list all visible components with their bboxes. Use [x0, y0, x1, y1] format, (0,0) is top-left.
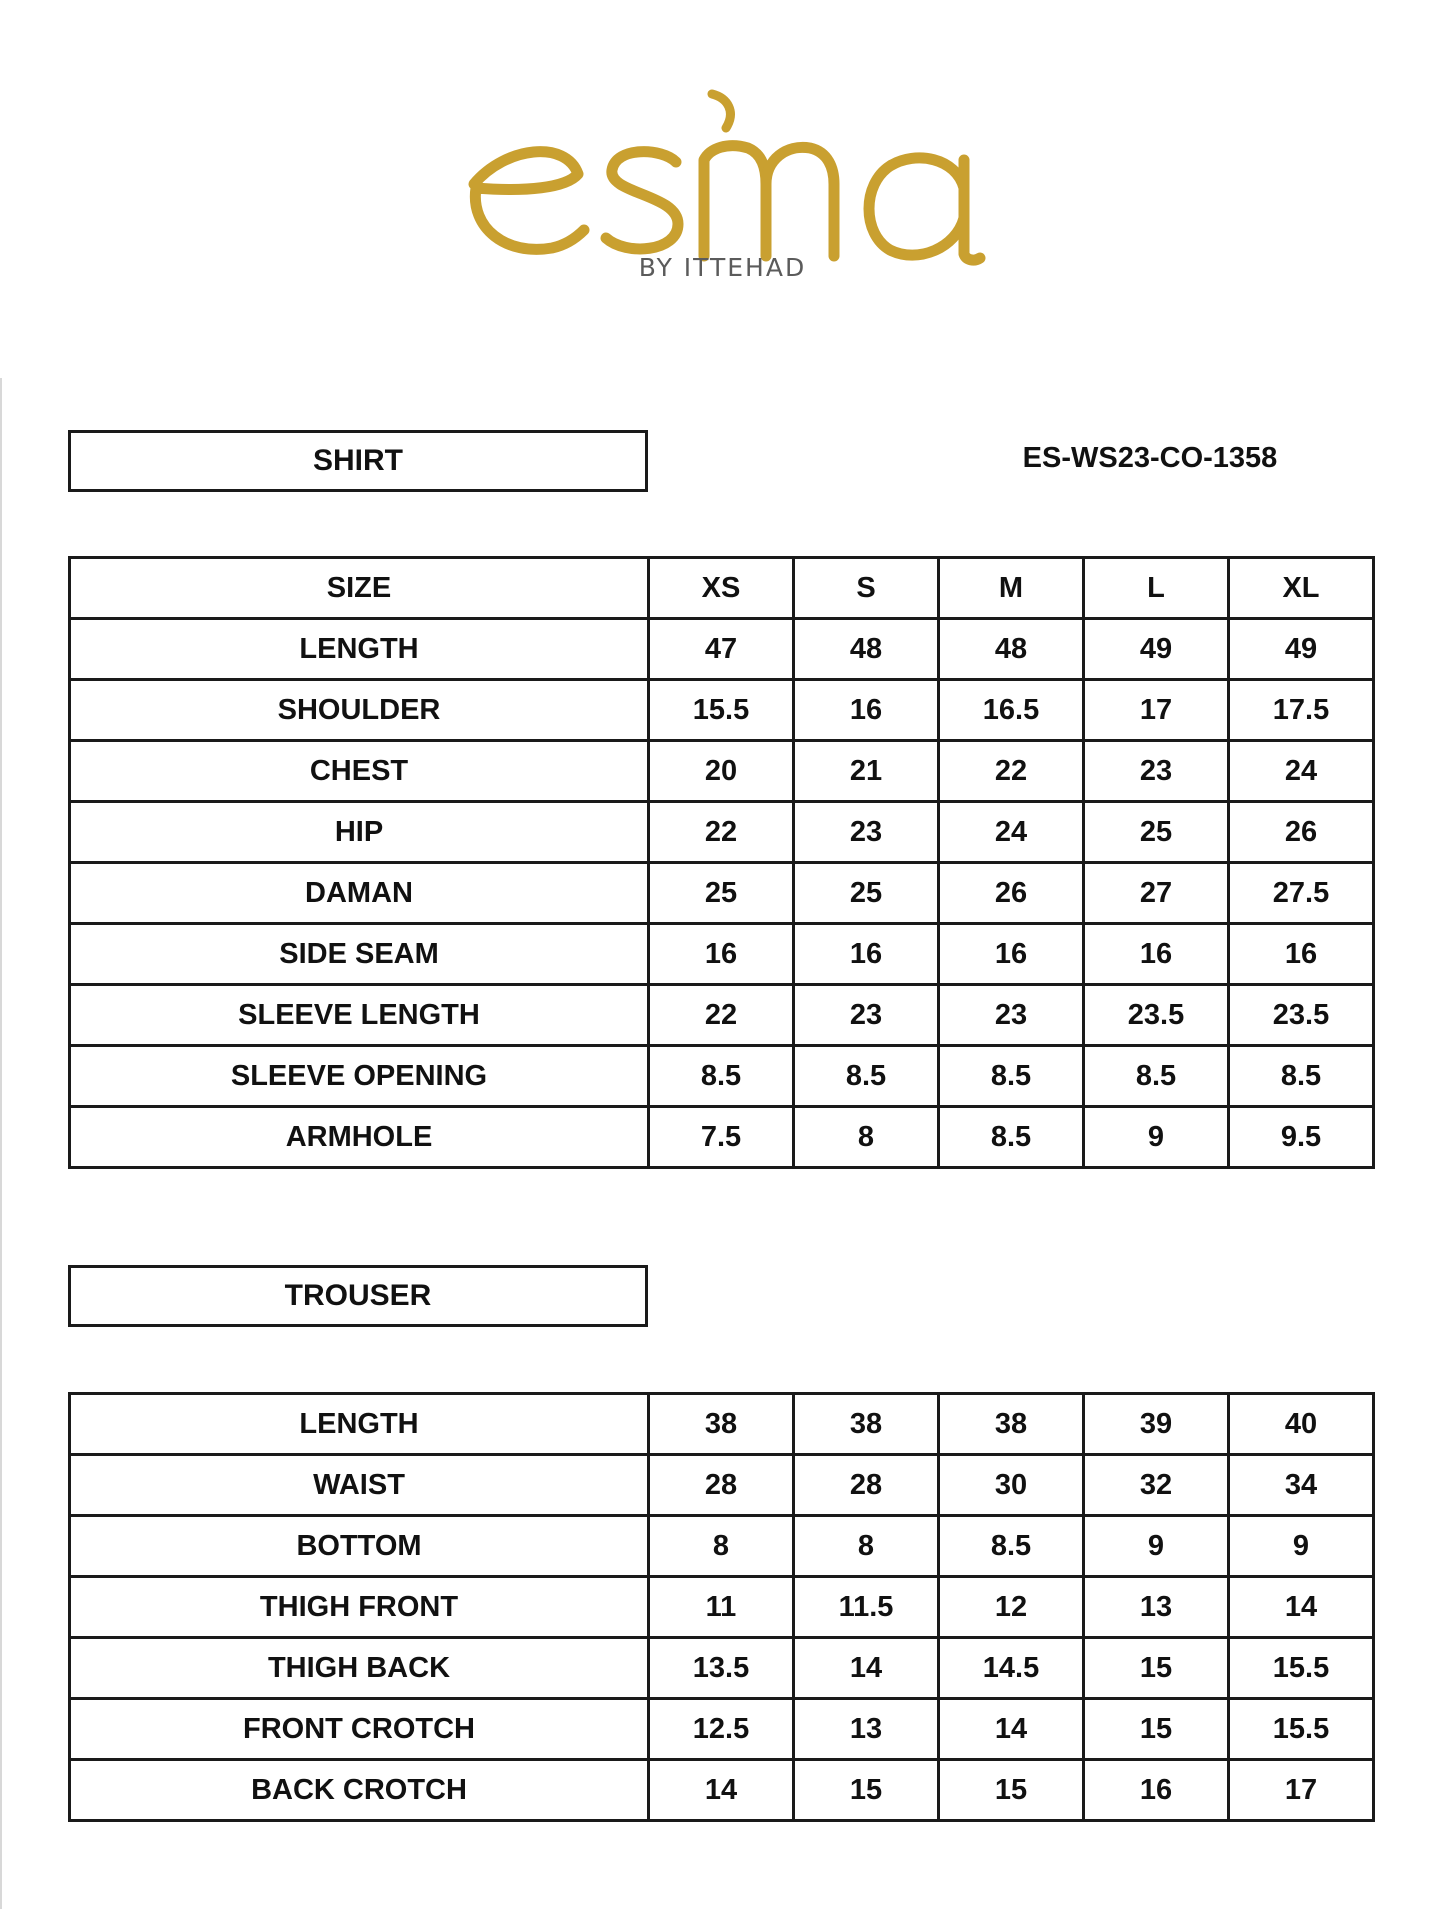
table-cell: 9: [1084, 1107, 1229, 1168]
table-cell: 23: [794, 985, 939, 1046]
table-cell: 48: [794, 619, 939, 680]
table-cell: 13: [1084, 1577, 1229, 1638]
row-label: WAIST: [70, 1455, 649, 1516]
row-label: BOTTOM: [70, 1516, 649, 1577]
table-header-row: [70, 558, 1374, 619]
table-cell: 14: [1229, 1577, 1374, 1638]
table-cell: 23: [939, 985, 1084, 1046]
row-label: DAMAN: [70, 863, 649, 924]
table-row: [70, 1046, 1374, 1107]
table-cell: 16: [1084, 924, 1229, 985]
row-label: ARMHOLE: [70, 1107, 649, 1168]
brand-logo: [0, 70, 1445, 300]
table-cell: 8.5: [1229, 1046, 1374, 1107]
table-cell: 23: [1084, 741, 1229, 802]
table-cell: 17.5: [1229, 680, 1374, 741]
table-cell: 40: [1229, 1394, 1374, 1455]
table-row: [70, 741, 1374, 802]
table-cell: 11: [649, 1577, 794, 1638]
table-cell: 8: [794, 1107, 939, 1168]
row-label: LENGTH: [70, 619, 649, 680]
table-row: [70, 1760, 1374, 1821]
table-row: [70, 1516, 1374, 1577]
table-cell: 28: [649, 1455, 794, 1516]
row-label: THIGH FRONT: [70, 1577, 649, 1638]
brand-subtitle: BY ITTEHAD: [638, 253, 807, 282]
table-cell: 14.5: [939, 1638, 1084, 1699]
table-cell: 38: [794, 1394, 939, 1455]
table-row: [70, 1577, 1374, 1638]
table-cell: 17: [1229, 1760, 1374, 1821]
trouser-section-title: TROUSER: [68, 1265, 648, 1327]
table-cell: 39: [1084, 1394, 1229, 1455]
table-cell: 32: [1084, 1455, 1229, 1516]
table-cell: 8.5: [794, 1046, 939, 1107]
row-label: HIP: [70, 802, 649, 863]
table-cell: 13.5: [649, 1638, 794, 1699]
table-cell: 16: [939, 924, 1084, 985]
row-label: SIDE SEAM: [70, 924, 649, 985]
table-cell: 13: [794, 1699, 939, 1760]
table-cell: 8.5: [649, 1046, 794, 1107]
table-cell: 48: [939, 619, 1084, 680]
table-row: [70, 1107, 1374, 1168]
table-row: [70, 924, 1374, 985]
table-cell: 15.5: [1229, 1699, 1374, 1760]
table-cell: 24: [939, 802, 1084, 863]
row-label: THIGH BACK: [70, 1638, 649, 1699]
table-cell: 8.5: [1084, 1046, 1229, 1107]
style-code: ES-WS23-CO-1358: [1022, 442, 1278, 474]
table-cell: 11.5: [794, 1577, 939, 1638]
shirt-section-title: SHIRT: [68, 430, 648, 492]
table-cell: 26: [1229, 802, 1374, 863]
header-cell: XS: [649, 558, 794, 619]
table-cell: 16: [1229, 924, 1374, 985]
table-cell: 25: [649, 863, 794, 924]
table-cell: 20: [649, 741, 794, 802]
row-label: BACK CROTCH: [70, 1760, 649, 1821]
table-cell: 9: [1084, 1516, 1229, 1577]
table-cell: 23.5: [1229, 985, 1374, 1046]
header-cell: L: [1084, 558, 1229, 619]
table-cell: 14: [649, 1760, 794, 1821]
table-cell: 15.5: [1229, 1638, 1374, 1699]
table-row: [70, 680, 1374, 741]
table-cell: 15: [1084, 1699, 1229, 1760]
table-row: [70, 863, 1374, 924]
header-cell: XL: [1229, 558, 1374, 619]
table-cell: 9: [1229, 1516, 1374, 1577]
row-label: FRONT CROTCH: [70, 1699, 649, 1760]
table-cell: 27.5: [1229, 863, 1374, 924]
table-cell: 17: [1084, 680, 1229, 741]
row-label: SLEEVE OPENING: [70, 1046, 649, 1107]
table-cell: 28: [794, 1455, 939, 1516]
table-cell: 8.5: [939, 1516, 1084, 1577]
table-cell: 16: [794, 924, 939, 985]
table-cell: 8.5: [939, 1107, 1084, 1168]
table-cell: 8.5: [939, 1046, 1084, 1107]
table-cell: 23.5: [1084, 985, 1229, 1046]
table-row: [70, 985, 1374, 1046]
row-label: LENGTH: [70, 1394, 649, 1455]
table-cell: 12: [939, 1577, 1084, 1638]
shirt-size-table: [68, 556, 1375, 1169]
table-row: [70, 802, 1374, 863]
table-cell: 8: [649, 1516, 794, 1577]
table-cell: 9.5: [1229, 1107, 1374, 1168]
table-row: [70, 1699, 1374, 1760]
table-row: [70, 1455, 1374, 1516]
table-cell: 22: [939, 741, 1084, 802]
table-cell: 15: [794, 1760, 939, 1821]
table-row: [70, 1394, 1374, 1455]
table-cell: 15: [939, 1760, 1084, 1821]
table-cell: 16: [649, 924, 794, 985]
table-cell: 12.5: [649, 1699, 794, 1760]
trouser-size-table: [68, 1392, 1375, 1822]
table-cell: 49: [1229, 619, 1374, 680]
table-cell: 38: [939, 1394, 1084, 1455]
table-cell: 25: [794, 863, 939, 924]
table-cell: 14: [794, 1638, 939, 1699]
table-cell: 24: [1229, 741, 1374, 802]
table-cell: 16: [1084, 1760, 1229, 1821]
table-cell: 34: [1229, 1455, 1374, 1516]
table-cell: 15.5: [649, 680, 794, 741]
header-cell: SIZE: [70, 558, 649, 619]
table-row: [70, 1638, 1374, 1699]
row-label: CHEST: [70, 741, 649, 802]
table-cell: 23: [794, 802, 939, 863]
table-cell: 27: [1084, 863, 1229, 924]
table-cell: 22: [649, 802, 794, 863]
table-cell: 14: [939, 1699, 1084, 1760]
table-row: [70, 619, 1374, 680]
table-cell: 7.5: [649, 1107, 794, 1168]
table-cell: 49: [1084, 619, 1229, 680]
row-label: SLEEVE LENGTH: [70, 985, 649, 1046]
table-cell: 8: [794, 1516, 939, 1577]
table-cell: 16: [794, 680, 939, 741]
table-cell: 30: [939, 1455, 1084, 1516]
row-label: SHOULDER: [70, 680, 649, 741]
table-cell: 25: [1084, 802, 1229, 863]
table-cell: 16.5: [939, 680, 1084, 741]
header-cell: M: [939, 558, 1084, 619]
table-cell: 26: [939, 863, 1084, 924]
header-cell: S: [794, 558, 939, 619]
left-edge-rule: [0, 378, 2, 1909]
table-cell: 47: [649, 619, 794, 680]
esma-logo-mark: [466, 88, 986, 268]
table-cell: 22: [649, 985, 794, 1046]
table-cell: 21: [794, 741, 939, 802]
table-cell: 38: [649, 1394, 794, 1455]
table-cell: 15: [1084, 1638, 1229, 1699]
